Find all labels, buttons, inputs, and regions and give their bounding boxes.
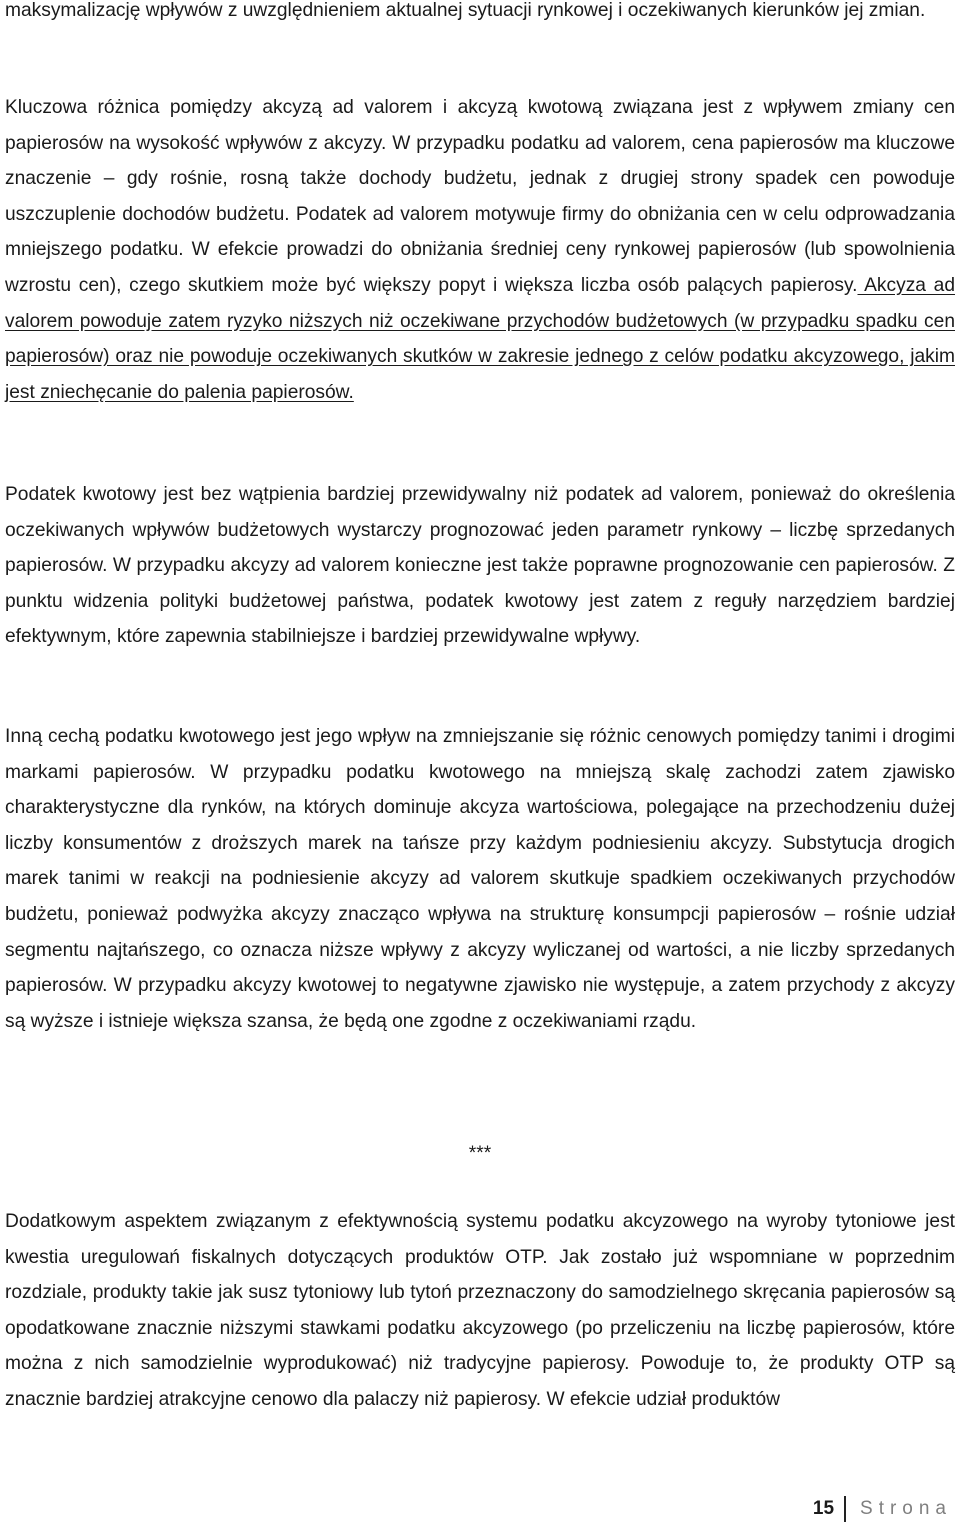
section-separator: *** [468, 1143, 492, 1164]
page-footer [813, 1492, 952, 1526]
paragraph-4: Inną cechą podatku kwotowego jest jego wpływ na zmniejszanie się różnic cenowych pomiędzy tanimi i drogimi markami papierosów. W przypadku podatku kwotowego na mniejszą skalę zachodzi zatem zjawisko charakterystyczne dla rynków, na których dominuje akcyza wartościowa, polegające na przechodzeniu dużej liczby konsumentów z droższych marek na tańsze przy każdym podniesieniu akcyzy. Substytucja drogich marek tanimi w reakcji na podniesienie akcyzy ad valorem skutkuje spadkiem oczekiwanych przychodów budżetu, ponieważ podwyżka akcyzy znacząco wpływa na strukturę konsumpcji papierosów – rośnie udział segmentu najtańszego, co oznacza niższe wpływy z akcyzy wyliczanej od wartości, a nie liczby sprzedanych papierosów. W przypadku akcyzy kwotowej to negatywne zjawisko nie występuje, a zatem przychody z akcyzy są wyższe i istnieje większa szansa, że będą one zgodne z oczekiwaniami rządu. [5, 726, 955, 1032]
footer-divider [844, 1496, 846, 1522]
page-number: 15 [812, 1498, 835, 1519]
paragraph-2 [5, 90, 955, 410]
page-label: Strona [860, 1498, 952, 1519]
paragraph-1: maksymalizację wpływów z uwzględnieniem aktualnej sytuacji rynkowej i oczekiwanych kierunków jej zmian. [5, 0, 926, 21]
paragraph-3: Podatek kwotowy jest bez wątpienia bardziej przewidywalny niż podatek ad valorem, ponieważ do określenia oczekiwanych wpływów budżetowych wystarczy prognozować jeden parametr rynkowy – liczbę sprzedanych papierosów. W przypadku akcyzy ad valorem konieczne jest także poprawne prognozowanie cen papierosów. Z punktu widzenia polityki budżetowej państwa, podatek kwotowy jest zatem z reguły narzędziem bardziej efektywnym, które zapewnia stabilniejsze i bardziej przewidywalne wpływy. [5, 484, 955, 648]
paragraph-2-underlined-text: Akcyza ad valorem powoduje zatem ryzyko niższych niż oczekiwane przychodów budżetowych (w przypadku spadku cen papierosów) oraz nie powoduje oczekiwanych skutków w zakresie jednego z celów podatku akcyzowego, jakim jest zniechęcanie do palenia papierosów. [5, 274, 955, 403]
paragraph-2-text: Kluczowa różnica pomiędzy akcyzą ad valorem i akcyzą kwotową związana jest z wpływem zmiany cen papierosów na wysokość wpływów z akcyzy. W przypadku podatku ad valorem, cena papierosów ma kluczowe znaczenie – gdy rośnie, rosną także dochody budżetu, jednak z drugiej strony spadek cen powoduje uszczuplenie dochodów budżetu. Podatek ad valorem motywuje firmy do obniżania cen w celu odprowadzania mniejszego podatku. W efekcie prowadzi do obniżania średniej ceny rynkowej papierosów (lub spowolnienia wzrostu cen), czego skutkiem może być większy popyt i większa liczba osób palących papierosy. [5, 97, 955, 296]
paragraph-5: Dodatkowym aspektem związanym z efektywnością systemu podatku akcyzowego na wyroby tytoniowe jest kwestia uregulowań fiskalnych dotyczących produktów OTP. Jak zostało już wspomniane w poprzednim rozdziale, produkty takie jak susz tytoniowy lub tytoń przeznaczony do samodzielnego skręcania papierosów są opodatkowane znacznie niższymi stawkami podatku akcyzowego (po przeliczeniu na liczbę papierosów, które można z nich samodzielnie wyprodukować) niż tradycyjne papierosy. Powoduje to, że produkty OTP są znacznie bardziej atrakcyjne cenowo dla palaczy niż papierosy. W efekcie udział produktów [5, 1211, 955, 1410]
